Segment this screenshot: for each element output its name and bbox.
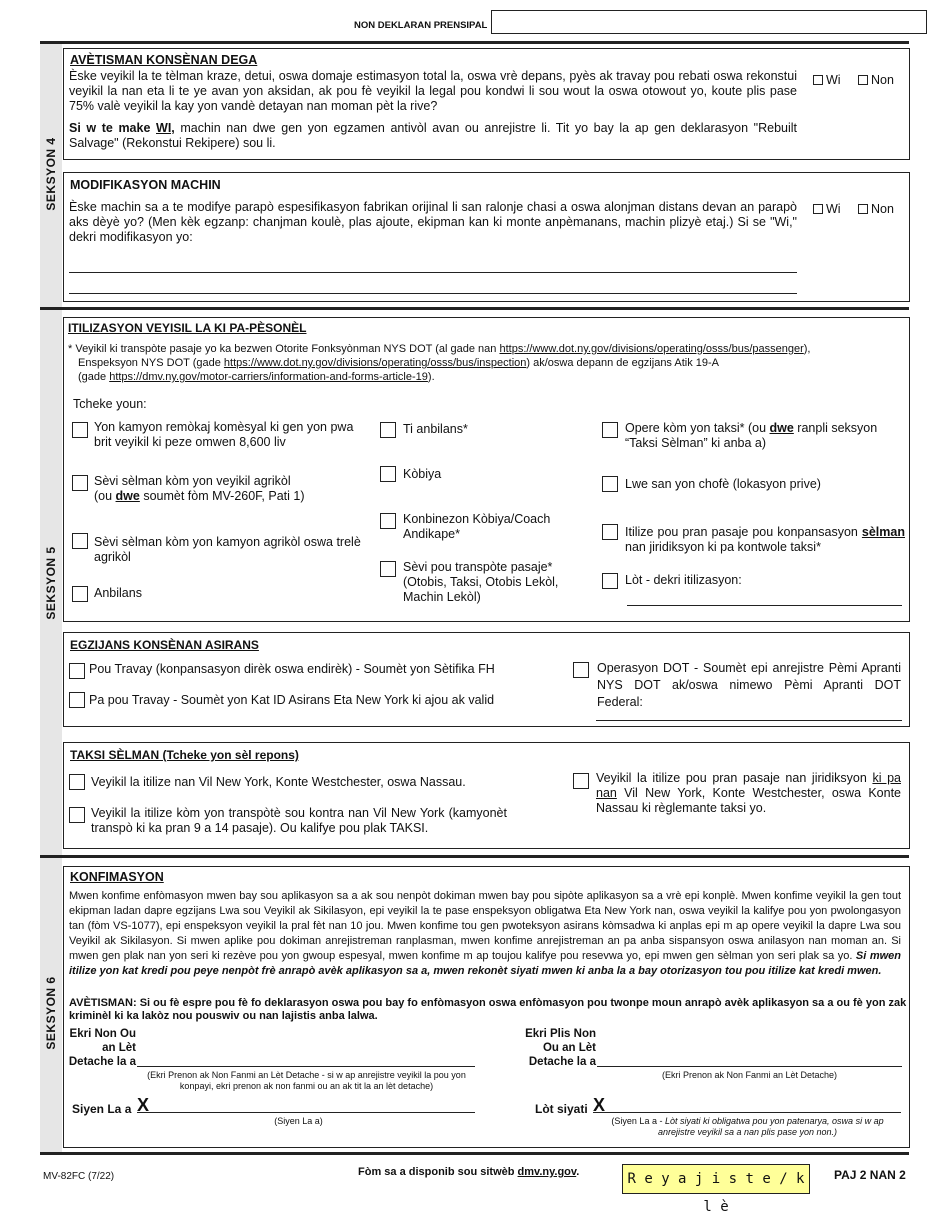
taxi-nyc-label: Veyikil la itilize nan Vil New York, Konte Westchester, oswa Nassau. bbox=[91, 775, 466, 789]
section-5-label: SEKSYON 5 bbox=[44, 546, 58, 620]
section-divider bbox=[40, 855, 909, 858]
taxi-only-title: TAKSI SÈLMAN (Tcheke yon sèl repons) bbox=[70, 748, 299, 762]
use-title: ITILIZASYON VEYISIL LA KI PA-PÈSONÈL bbox=[68, 321, 307, 335]
check-one-label: Tcheke youn: bbox=[73, 397, 147, 411]
tow-truck-checkbox[interactable] bbox=[72, 422, 88, 438]
signature-caption: (Siyen La a) bbox=[274, 1116, 323, 1126]
other-use-label: Lòt - dekri itilizasyon: bbox=[625, 573, 742, 587]
print-additional-name-label: Ekri Plis Non Ou an Lèt Detache la a bbox=[525, 1028, 596, 1068]
dot-permit-input-line[interactable] bbox=[596, 720, 902, 721]
modification-input-line-2[interactable] bbox=[69, 293, 797, 294]
yes-label: Wi bbox=[826, 73, 841, 87]
rental-checkbox[interactable] bbox=[602, 476, 618, 492]
co-signature-caption: (Siyen La a - Lòt siyati ki obligatwa pou yon patenarya, oswa si w ap anrejistre veyikil sa a nan plis pase yon non.) bbox=[611, 1116, 884, 1137]
signature-x-mark: X bbox=[137, 1095, 150, 1115]
signature-input-line[interactable] bbox=[137, 1112, 475, 1113]
section-4-label: SEKSYON 4 bbox=[44, 137, 58, 211]
print-name-input-line[interactable] bbox=[137, 1066, 475, 1067]
insurance-title: EGZIJANS KONSÈNAN ASIRANS bbox=[70, 638, 259, 652]
checkbox[interactable] bbox=[858, 204, 868, 214]
taxi-contract-label: Veyikil la itilize kòm yon transpòtè sou kontra nan Vil New York (kamyonèt transpò ki ka pran 9 a 14 pasaje). Ou kalifye pou plak TAKSI. bbox=[91, 806, 507, 835]
print-additional-name-input-line[interactable] bbox=[597, 1066, 902, 1067]
no-label: Non bbox=[871, 73, 894, 87]
salvage-question: Èske veyikil la te tèlman kraze, detui, oswa domaje estimasyon total la, oswa vrè depans, pyès ak travay pou rebati oswa rekonstui veyikil la nan eta li te ye avan yon aksidan, ak pou fè veyikil la legal pou kondwi li sou wout la oswa otowout yo, koute plis pase 75% valè veyikil la kay yon vandè detayan nan moman pèt la rive? bbox=[69, 69, 797, 113]
dot-operation-checkbox[interactable] bbox=[573, 662, 589, 678]
passenger-transport-label: Sèvi pou transpòte pasaje* (Otobis, Taksi, Otobis Lekòl, Machin Lekòl) bbox=[403, 560, 559, 604]
ambulette-checkbox[interactable] bbox=[380, 422, 396, 438]
use-footnote bbox=[68, 342, 908, 384]
passenger-link[interactable]: https://www.dot.ny.gov/divisions/operating/osss/bus/passenger bbox=[499, 343, 804, 355]
ambulance-label: Anbilans bbox=[94, 586, 142, 600]
taxi-non-regulated-checkbox[interactable] bbox=[573, 773, 589, 789]
use-footnote-line-1: * Veyikil ki transpòte pasaje yo ka bezwen Otorite Fonksyònman NYS DOT (al gade nan https://www.dot.ny.gov/divisions/operating/osss/bus/passenger), bbox=[68, 343, 811, 355]
taxi-non-regulated-label: Veyikil la itilize pou pran pasaje nan jiridiksyon ki pa nan Vil New York, Konte Westchester, oswa Konte Nassau ki règlemante taksi yo. bbox=[596, 771, 901, 815]
modification-no-option[interactable] bbox=[858, 202, 894, 217]
salvage-no-option[interactable] bbox=[858, 73, 894, 88]
yes-label: Wi bbox=[826, 202, 841, 216]
bus-coach-label: Konbinezon Kòbiya/Coach Andikape* bbox=[403, 512, 551, 541]
taxi-nyc-checkbox[interactable] bbox=[69, 774, 85, 790]
print-name-label: Ekri Non Ou an Lèt Detache la a bbox=[68, 1028, 136, 1068]
section-divider bbox=[40, 41, 909, 44]
salvage-note-text: machin nan dwe gen yon egzamen antivòl avan ou anrejistre li. Tit yo bay la ap gen deklarasyon "Rebuilt Salvage" (Rekonstui Rekipere) sou li. bbox=[69, 121, 797, 150]
co-signature-input-line[interactable] bbox=[593, 1112, 901, 1113]
agricultural-truck-label: Sèvi sèlman kòm yon kamyon agrikòl oswa trelè agrikòl bbox=[94, 535, 361, 564]
compensation-checkbox[interactable] bbox=[602, 524, 618, 540]
salvage-note bbox=[69, 121, 797, 151]
section-divider bbox=[40, 1152, 909, 1155]
co-signature-x-mark: X bbox=[593, 1095, 606, 1115]
salvage-note-yes: WI, bbox=[156, 121, 175, 135]
inspection-link[interactable]: https://www.dot.ny.gov/divisions/operating/osss/bus/inspection bbox=[223, 357, 527, 369]
compensation-label: Itilize pou pran pasaje pou konpansasyon sèlman nan jiridiksyon ki pa kontwole taksi* bbox=[625, 525, 905, 554]
salvage-note-lead: Si w te make bbox=[69, 121, 157, 135]
modification-question: Èske machin sa a te modifye parapò espesifikasyon fabrikan orijinal li san ralonje chasi a oswa alonjman distans devan an parapò aks dèyè yo? (Men kèk egzanp: chanjman koulè, plas ajoute, ekipman kan ki monte anpèmanans, machin plizyè etaj.) Si se "Wi," dekri modifikasyon yo: bbox=[69, 200, 797, 244]
section-6-label: SEKSYON 6 bbox=[44, 976, 58, 1050]
principal-registrant-input[interactable] bbox=[491, 10, 927, 34]
use-footnote-line-2: Enspeksyon NYS DOT (gade https://www.dot.ny.gov/divisions/operating/osss/bus/inspection) ak/oswa depann de egzijans Atik 19-A bbox=[78, 357, 720, 369]
not-for-hire-label: Pa pou Travay - Soumèt yon Kat ID Asirans Eta New York ki ajou ak valid bbox=[89, 693, 495, 707]
checkbox[interactable] bbox=[858, 75, 868, 85]
article-19-link[interactable]: https://dmv.ny.gov/motor-carriers/information-and-forms-article-19 bbox=[109, 371, 428, 383]
not-for-hire-checkbox[interactable] bbox=[69, 692, 85, 708]
checkbox[interactable] bbox=[813, 204, 823, 214]
taxi-label: Opere kòm yon taksi* (ou dwe ranpli seksyon “Taksi Sèlman” ki anba a) bbox=[625, 421, 878, 450]
taxi-contract-checkbox[interactable] bbox=[69, 807, 85, 823]
confirmation-body: Mwen konfime enfòmasyon mwen bay sou aplikasyon sa a ak sou nenpòt dokiman mwen bay pou sipòte aplikasyon sa a vrè epi konplè. Mwen konfime veyikil la gen tout ekipman ladan dapre egzijans Lwa sou Veyikil ak Sikilasyon, epi veyikil la te pase enspeksyon obligatwa Eta New York nan, oswa veyikil la kalifye pou yon pwolongasyon tan (fòm VS-1077), epi enspeksyon veyikil la pral fèt nan 10 jou. Mwen konfime tou gen pwoteksyon asirans kòmsadwa ki anplas epi m ap opere veyikil la dapre Lwa sou Veyikil ak Sikilasyon. Si mwen aplike pou dokiman anrejistreman ranplasman, mwen konfime anrejistreman an pa anba sispansyon oswa anilasyon nan moman an. Si mwen gen plak nan yon seri ki rezève pou yon gwoup espesyal, mwen konfime m ap toujou kalifye pou resevwa yo, epi mwen gen sèlman yon seri plak sa yo. Si mwen itilize yon kat kredi pou peye nenpòt frè anrapò avèk aplikasyon sa a, mwen rekonèt siyati mwen ki anba la a bay otorizasyon tou pou itilize kat kredi mwen. bbox=[69, 890, 901, 977]
bus-coach-checkbox[interactable] bbox=[380, 513, 396, 529]
salvage-yes-option[interactable] bbox=[813, 73, 841, 88]
section-divider bbox=[40, 307, 909, 310]
availability-note: Fòm sa a disponib sou sitwèb dmv.ny.gov. bbox=[358, 1166, 580, 1178]
taxi-checkbox[interactable] bbox=[602, 422, 618, 438]
agricultural-truck-checkbox[interactable] bbox=[72, 533, 88, 549]
bus-checkbox[interactable] bbox=[380, 466, 396, 482]
tow-truck-label: Yon kamyon remòkaj komèsyal ki gen yon pwa brit veyikil ki peze omwen 8,600 liv bbox=[94, 420, 354, 449]
signature-label: Siyen La a bbox=[72, 1102, 132, 1116]
form-number: MV-82FC (7/22) bbox=[43, 1171, 115, 1182]
other-use-checkbox[interactable] bbox=[602, 573, 618, 589]
print-additional-name-caption: (Ekri Prenon ak Non Fanmi an Lèt Detache) bbox=[661, 1070, 838, 1080]
passenger-transport-checkbox[interactable] bbox=[380, 561, 396, 577]
modification-title: MODIFIKASYON MACHIN bbox=[70, 178, 221, 192]
for-hire-label: Pou Travay (konpansasyon dirèk oswa endirèk) - Soumèt yon Sètifika FH bbox=[89, 662, 495, 676]
principal-registrant-label: NON DEKLARAN PRENSIPAL bbox=[354, 20, 488, 31]
co-signature-label: Lòt siyati bbox=[535, 1102, 588, 1116]
other-use-input-line[interactable] bbox=[627, 605, 902, 606]
rental-label: Lwe san yon chofè (lokasyon prive) bbox=[625, 477, 821, 491]
bus-label: Kòbiya bbox=[403, 467, 442, 481]
agricultural-vehicle-label: Sèvi sèlman kòm yon veyikil agrikòl (ou dwe soumèt fòm MV-260F, Pati 1) bbox=[94, 474, 305, 503]
checkbox[interactable] bbox=[813, 75, 823, 85]
agricultural-vehicle-checkbox[interactable] bbox=[72, 475, 88, 491]
print-name-caption: (Ekri Prenon ak Non Fanmi an Lèt Detache - si w ap anrejistre veyikil la pou yon konpayi, ekri prenon ak non fanmi ou an ak tit la an lèt detache) bbox=[147, 1070, 466, 1091]
modification-input-line-1[interactable] bbox=[69, 272, 797, 273]
no-label: Non bbox=[871, 202, 894, 216]
use-footnote-line-3: (gade https://dmv.ny.gov/motor-carriers/information-and-forms-article-19). bbox=[78, 371, 435, 383]
reset-clear-button[interactable]: R e y a j i s t e / k l è bbox=[622, 1164, 810, 1194]
dmv-link[interactable]: dmv.ny.gov bbox=[517, 1166, 577, 1178]
for-hire-checkbox[interactable] bbox=[69, 663, 85, 679]
dot-operation-label: Operasyon DOT - Soumèt epi anrejistre Pèmi Apranti NYS DOT ak/oswa nimewo Pèmi Apranti DOT Federal: bbox=[597, 661, 901, 709]
modification-yes-option[interactable] bbox=[813, 202, 841, 217]
page-number: PAJ 2 NAN 2 bbox=[834, 1168, 906, 1182]
confirmation-title: KONFIMASYON bbox=[70, 870, 164, 884]
ambulette-label: Ti anbilans* bbox=[403, 422, 468, 436]
false-statement-warning: AVÈTISMAN: Si ou fè espre pou fè fo deklarasyon oswa pou bay fo enfòmasyon oswa enfòmasyon pou twonpe moun anrapò avèk aplikasyon sa a ou fè yon zak kriminèl ki ka lakòz nou pouswiv ou nan lajistis anba lalwa. bbox=[69, 997, 907, 1022]
salvage-title: AVÈTISMAN KONSÈNAN DEGA bbox=[70, 53, 258, 67]
ambulance-checkbox[interactable] bbox=[72, 586, 88, 602]
